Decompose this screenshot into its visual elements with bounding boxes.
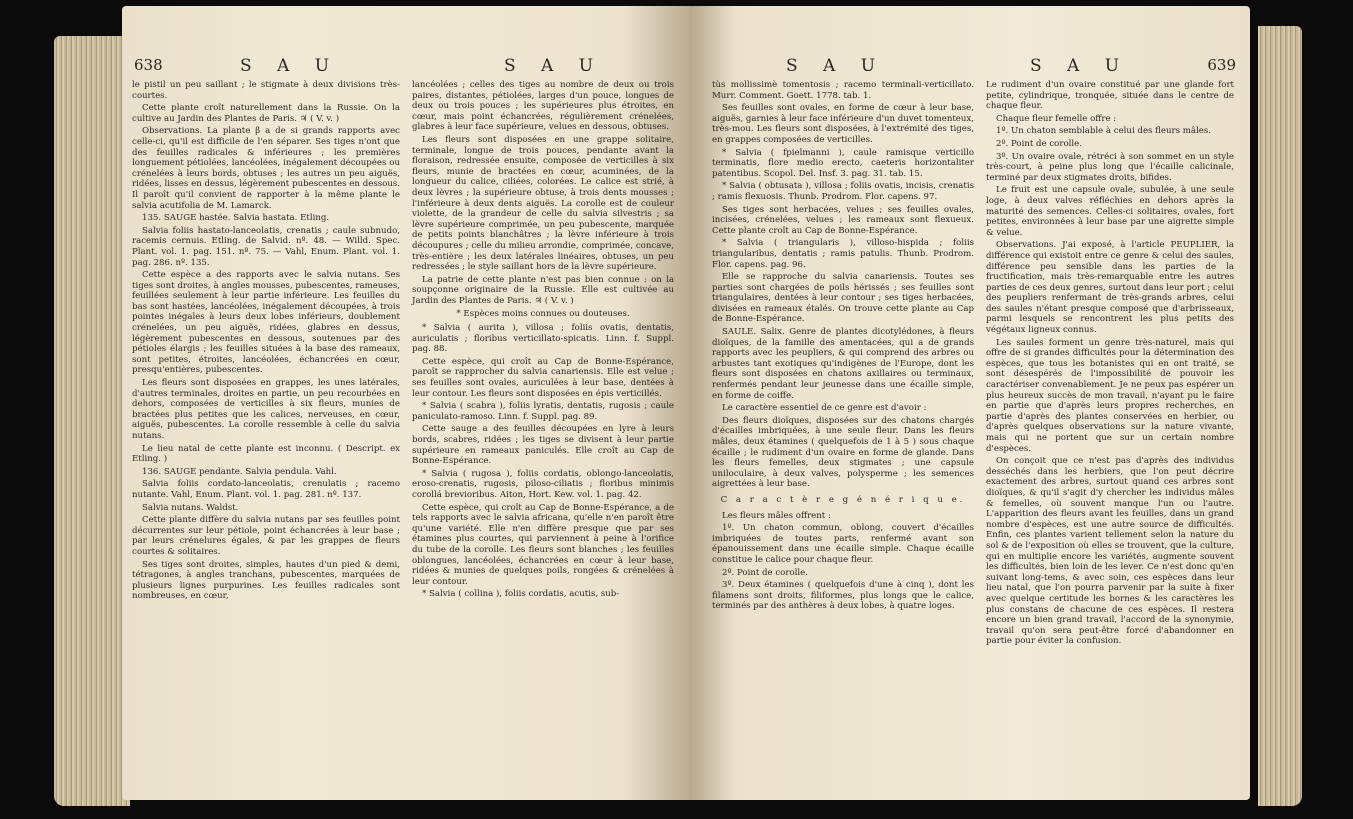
page-number-right: 639 [1207, 56, 1236, 74]
page-number-left: 638 [134, 56, 163, 74]
paragraph: Cette plante diffère du salvia nutans par ses feuilles point décurrentes sur leur pétiole, point échancrées à leur base ; par leurs crénelures égales, & par les grappes de fleurs courtes & solitaires. [132, 515, 400, 557]
paragraph: Salvia nutans. Waldst. [142, 502, 239, 513]
paragraph: * Salvia ( aurita ), villosa ; foliis ovatis, dentatis, auriculatis ; floribus verticillato-spicatis. Linn. f. Suppl. pag. 88. [412, 323, 674, 355]
paragraph: Ses tiges sont droites, simples, hautes d'un pied & demi, tétragones, à angles tranchans, pubescentes, marquées de plusieurs lignes purpurines. Les feuilles radicales sont nombreuses, en cœur, [132, 559, 400, 602]
page-edges-left [54, 36, 130, 806]
paragraph: Chaque fleur femelle offre : [996, 113, 1117, 124]
open-book [62, 6, 1294, 806]
paragraph: Les saules forment un genre très-naturel, mais qui offre de si grandes difficultés pour la détermination des espèces, que tous les botanistes qui en ont traité, se sont désespérés de l'impossibilité de pouvoir les caractériser convenablement. Je ne peux pas espérer un plus heureux succès de mon travail, n'ayant pu le faire en partie que d'après leurs propres recherches, en partie d'après des plantes conservées en herbier, ou d'après quelques observations sur la nature vivante, mais qui ne portent que sur un certain nombre d'espèces. [986, 337, 1234, 454]
paragraph: Cette sauge a des feuilles découpées en lyre à leurs bords, scabres, ridées ; les tiges se divisent à leur partie supérieure en rameaux paniculés. Elle croît au Cap de Bonne-Espérance. [412, 424, 674, 467]
paragraph: Cette espèce, qui croît au Cap de Bonne-Espérance, paroît se rapprocher du salvia canariensis. Elle est velue ; ses feuilles sont ovales, auriculées à leur base, dentées à leur contour. Les fleurs sont disposées en épis verticillés. [412, 356, 674, 399]
paragraph: Le lieu natal de cette plante est inconnu. ( Descript. ex Etling. ) [132, 443, 400, 465]
paragraph: Les fleurs mâles offrent : [722, 510, 831, 521]
left-page-column-1 [132, 80, 400, 604]
paragraph: le pistil un peu saillant ; le stigmate à deux divisions très-courtes. [132, 80, 400, 101]
paragraph: 2º. Point de corolle. [996, 138, 1082, 149]
paragraph: Salvia foliis cordato-lanceolatis, crenulatis ; racemo nutante. Vahl, Enum. Plant. vol. 1. pag. 281. nº. 137. [132, 479, 400, 500]
paragraph: 1º. Un chaton semblable à celui des fleurs mâles. [996, 126, 1212, 137]
paragraph: Observations. La plante β a de si grands rapports avec celle-ci, qu'il est difficile de l'en séparer. Ses tiges n'ont que des feuilles radicales & inférieures ; les premières longuement pétiolées, lancéolées, inégalement découpées ou crénelées à leurs bords, obtuses ; les autres un peu aiguës, ridées, lisses en dessus, légèrement pubescentes en dessous. Il paroît qu'il convient de rapporter à la même plante le salvia acutifolia de M. Lamarck. [132, 126, 400, 211]
paragraph: Cette espèce, qui croît au Cap de Bonne-Espérance, a de tels rapports avec le salvia africana, qu'elle n'en paroît être qu'une variété. Elle n'en diffère presque que par ses étamines plus courtes, qui parviennent à peine à l'orifice du tube de la corolle. Les fleurs sont blanches ; les feuilles oblongues, lancéolées, échancrées en cœur à leur base, ridées & munies de quelques poils, rongées & crénelées à leur contour. [412, 502, 674, 587]
running-head-left-col2: S A U [504, 56, 604, 76]
paragraph: Les fleurs sont disposées en grappes, les unes latérales, d'autres terminales, droites en partie, un peu recourbées en dehors, composées de verticilles à six fleurs, munies de bractées plus petites que les calices, nerveuses, en cœur, aiguës, pubescentes. La corolle ressemble à celle du salvia nutans. [132, 378, 400, 441]
paragraph: 135. SAUGE hastée. Salvia hastata. Etling. [142, 213, 330, 224]
page-edges-right [1258, 26, 1302, 806]
paragraph: Le caractère essentiel de ce genre est d'avoir : [722, 403, 927, 414]
paragraph: Ses feuilles sont ovales, en forme de cœur à leur base, aiguës, garnies à leur face inférieure d'un duvet tomenteux, très-mou. Les fleurs sont disposées, à l'extrémité des tiges, en grappes composées de verticilles. [712, 103, 974, 145]
paragraph: 3º. Deux étamines ( quelquefois d'une à cinq ), dont les filamens sont droits, filiformes, plus longs que le calice, terminés par des anthères à deux lobes, à quatre loges. [712, 580, 974, 612]
paragraph: Salvia foliis hastato-lanceolatis, crenatis ; caule subnudo, racemis cernuis. Etling. de Salvid. nº. 48. — Willd. Spec. Plant. vol. 1. pag. 151. nº. 75. — Vahl, Enum. Plant. vol. 1. pag. 286. nº. 135. [132, 225, 400, 268]
running-head-right-col2: S A U [1030, 56, 1130, 76]
running-head-right: S A U [786, 56, 886, 76]
running-head-left: S A U [240, 56, 340, 76]
paragraph: 1º. Un chaton commun, oblong, couvert d'écailles imbriquées de toutes parts, renfermé avant son épanouissement dans une écaille simple. Chaque écaille constitue le calice pour chaque fleur. [712, 523, 974, 565]
paragraph: lancéolées ; celles des tiges au nombre de deux ou trois paires, distantes, pétiolées, larges d'un pouce, longues de deux ou trois pouces ; les supérieures plus étroites, en cœur, mais point échancrées, régulièrement crénelées, glabres à leur face supérieure, velues en dessous, obtuses. [412, 80, 674, 133]
left-page [122, 6, 690, 800]
paragraph: tùs mollissimè tomentosis ; racemo terminali-verticillato. Murr. Comment. Goett. 1778. tab. 1. [712, 80, 974, 101]
right-page-column-2 [986, 80, 1234, 649]
paragraph: Observations. J'ai exposé, à l'article PEUPLIER, la différence qui existoit entre ce genre & celui des saules, différence peu sensible dans les parties de la fructification, mais très-remarquable entre les autres parties de ces deux genres, surtout dans leur port ; celui des peupliers renfermant de très-grands arbres, celui des saules n'étant presque composé que d'arbrisseaux, parmi lesquels se rencontrent les plus petits des végétaux ligneux connus. [986, 240, 1234, 336]
paragraph: 136. SAUGE pendante. Salvia pendula. Vahl. [142, 466, 337, 477]
paragraph: 2º. Point de corolle. [722, 567, 808, 578]
right-page-column-1 [712, 80, 974, 614]
paragraph: La patrie de cette plante n'est pas bien connue : on la soupçonne originaire de la Russie. Elle est cultivée au Jardin des Plantes de Paris. ♃ ( V. v. ) [412, 274, 674, 306]
paragraph: SAULE. Salix. Genre de plantes dicotylédones, à fleurs dioïques, de la famille des amentacées, qui a de grands rapports avec les peupliers, & qui comprend des arbres ou arbustes tant exotiques qu'indigènes de l'Europe, dont les fleurs sont disposées en chatons axillaires ou terminaux, renfermés pendant leur jeunesse dans une écaille simple, en forme de coiffe. [712, 327, 974, 401]
paragraph: * Espèces moins connues ou douteuses. [456, 309, 630, 320]
right-page [690, 6, 1250, 800]
paragraph: Cette espèce a des rapports avec le salvia nutans. Ses tiges sont droites, à angles mousses, pubescentes, rameuses, feuillées seulement à leur partie inférieure. Les feuilles du bas sont hastées, lancéolées, inégalement découpées, à trois pointes inégales à leurs deux lobes inférieurs, doublement crénelées, un peu aiguës, ridées, glabres en dessus, légèrement pubescentes en dessous, soutenues par des pétioles élargis ; les feuilles situées à la base des rameaux, sont petites, étroites, lancéolées, échancrées en cœur, presqu'entières, pubescentes. [132, 270, 400, 376]
paragraph: C a r a c t è r e g é n é r i q u e. [720, 494, 966, 505]
paragraph: Les fleurs sont disposées en une grappe solitaire, terminale, longue de trois pouces, pendante avant la floraison, redressée ensuite, composée de verticilles à six fleurs, munie de bractées en cœur, acuminées, de la longueur du calice, ciliées, colorées. Le calice est strié, à deux lèvres ; la supérieure obtuse, à trois dents mousses ; l'inférieure à deux dents aiguës. La corolle est de couleur violette, de la grandeur de celle du salvia silvestris ; sa lèvre supérieure comprimée, un peu pubescente, marquée de petits points blanchâtres ; la lèvre inférieure à trois découpures ; celle du milieu arrondie, comprimée, concave, très-entière ; les deux latérales linéaires, obtuses, un peu redressées ; le style saillant hors de la lèvre supérieure. [412, 134, 674, 273]
paragraph: Des fleurs dioïques, disposées sur des chatons chargés d'écailles imbriquées, à une seule fleur. Dans les fleurs mâles, deux étamines ( quelquefois de 1 à 5 ) sous chaque écaille ; le rudiment d'un ovaire en forme de glande. Dans les fleurs femelles, deux stigmates ; une capsule uniloculaire, à deux valves, polysperme ; les semences aigrettées à leur base. [712, 415, 974, 490]
paragraph: * Salvia ( collina ), foliis cordatis, acutis, sub- [422, 589, 620, 600]
paragraph: * Salvia ( fpielmanni ), caule ramisque verticillo terminatis, flore medio erecto, caeteris horizontaliter patentibus. Scopol. Del. Insf. 3. pag. 31. tab. 15. [712, 147, 974, 179]
paragraph: * Salvia ( obtusata ), villosa ; foliis ovatis, incisis, crenatis ; ramis flexuosis. Thunb. Prodrom. Flor. capens. 97. [712, 181, 974, 202]
left-page-column-2 [412, 80, 674, 602]
paragraph: Cette plante croît naturellement dans la Russie. On la cultive au Jardin des Plantes de Paris. ♃ ( V. v. ) [132, 103, 400, 124]
paragraph: Elle se rapproche du salvia canariensis. Toutes ses parties sont chargées de poils hérissés ; ses feuilles sont triangulaires, dentées à leur contour ; ses tiges herbacées, divisées en rameaux étalés. On trouve cette plante au Cap de Bonne-Espérance. [712, 272, 974, 325]
paragraph: Le fruit est une capsule ovale, subulée, à une seule loge, à deux valves réfléchies en dehors après la maturité des semences. Celles-ci solitaires, ovales, fort petites, environnées à leur base par une aigrette simple & velue. [986, 185, 1234, 238]
paragraph: * Salvia ( rugosa ), foliis cordatis, oblongo-lanceolatis, eroso-crenatis, rugosis, piloso-ciliatis ; floribus minimis corollá brevioribus. Aiton, Hort. Kew. vol. 1. pag. 42. [412, 468, 674, 500]
paragraph: * Salvia ( triangularis ), villoso-hispida ; foliis triangularibus, dentatis ; ramis patulis. Thunb. Prodrom. Flor. capens. pag. 96. [712, 238, 974, 270]
paragraph: On conçoit que ce n'est pas d'après des individus desséchés dans les herbiers, que l'on peut décrire exactement des arbres, surtout quand ces arbres sont dioïques, & qu'il s'agit d'y chercher les individus mâles & femelles, où souvent manque l'un ou l'autre. L'apparition des fleurs avant les feuilles, dans un grand nombre d'espèces, est une autre source de difficultés. Enfin, ces plantes varient tellement selon la nature du sol & de l'exposition où elles se trouvent, que la culture, qui en multiplie encore les variétés, augmente souvent les difficultés, bien loin de les lever. Ce n'est donc qu'en suivant long-tems, & avec soin, ces espèces dans leur lieu natal, que l'on pourra parvenir par la suite à fixer avec quelque certitude les bornes & les caractères les plus constans de chacune de ces espèces. Il restera encore un bien grand travail, l'accord de la synonymie, travail qu'on sera peut-être forcé d'abandonner en partie pour éviter la confusion. [986, 456, 1234, 647]
paragraph: * Salvia ( scabra ), foliis lyratis, dentatis, rugosis ; caule paniculato-ramoso. Linn. f. Suppl. pag. 89. [412, 401, 674, 422]
paragraph: Le rudiment d'un ovaire constitué par une glande fort petite, cylindrique, tronquée, située dans le centre de chaque fleur. [986, 80, 1234, 112]
paragraph: 3º. Un ovaire ovale, rétréci à son sommet en un style très-court, à peine plus long que l'écaille calicinale, terminé par deux stigmates droits, bifides. [986, 151, 1234, 183]
paragraph: Ses tiges sont herbacées, velues ; ses feuilles ovales, incisées, crénelées, velues ; les rameaux sont flexueux. Cette plante croît au Cap de Bonne-Espérance. [712, 204, 974, 236]
